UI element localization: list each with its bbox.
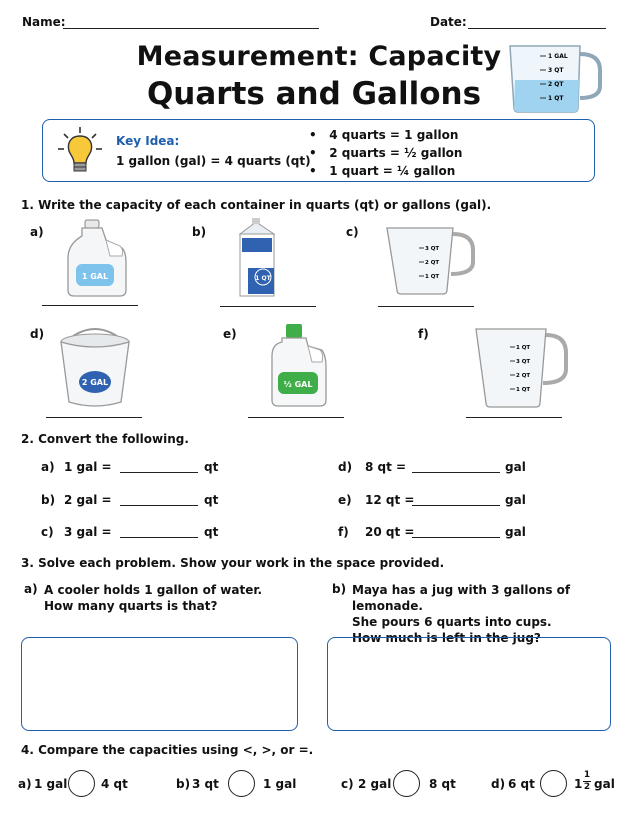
q2e-label: e) — [338, 493, 352, 507]
jug-mark: 3 QT — [548, 67, 564, 74]
q1f-label: f) — [418, 327, 429, 341]
key-idea-label: Key Idea: — [116, 134, 180, 148]
q1c-label: c) — [346, 225, 359, 239]
q4b-label: b) — [176, 777, 191, 791]
detergent-bottle-icon — [268, 322, 332, 408]
q2d-expr: 8 qt = — [365, 460, 407, 474]
problem-line: How many quarts is that? — [44, 599, 218, 613]
q3-instruction: 3. Solve each problem. Show your work in the space provided. — [21, 556, 445, 570]
cup-mark: 2 QT — [425, 260, 440, 266]
key-idea-text: 1 gallon (gal) = 4 quarts (qt) — [116, 154, 311, 168]
q2b-answer-line[interactable] — [120, 505, 198, 506]
q4d-right-fraction — [583, 770, 591, 793]
q3a-work-box[interactable] — [21, 637, 298, 731]
quart-measuring-cup-icon — [383, 222, 478, 296]
q3a-problem — [44, 582, 262, 614]
jug-mark: 2 QT — [548, 81, 564, 88]
date-line[interactable] — [468, 28, 606, 29]
q3b-work-box[interactable] — [327, 637, 611, 731]
q2d-label: d) — [338, 460, 353, 474]
q2-instruction: 2. Convert the following. — [21, 432, 189, 446]
cup-mark: 3 QT — [516, 359, 531, 365]
bucket-icon — [55, 322, 135, 408]
q2f-unit: gal — [505, 525, 526, 539]
q2c-label: c) — [41, 525, 54, 539]
q2b-expr: 2 gal = — [64, 493, 112, 507]
q4c-label: c) — [341, 777, 354, 791]
problem-line: She pours 6 quarts into cups. — [352, 615, 552, 629]
cup-mark: 1 QT — [516, 345, 531, 351]
lightbulb-icon — [56, 125, 104, 177]
q2b-label: b) — [41, 493, 56, 507]
q1b-label: b) — [192, 225, 207, 239]
problem-line: A cooler holds 1 gallon of water. — [44, 583, 263, 597]
bullet-item: • 2 quarts = ½ gallon — [309, 146, 463, 160]
q4b-compare-circle[interactable] — [228, 770, 255, 797]
q2f-label: f) — [338, 525, 349, 539]
q4a-label: a) — [18, 777, 32, 791]
milk-carton-icon — [232, 218, 282, 300]
fraction-denominator: 2 — [583, 782, 591, 792]
q3a-label: a) — [24, 582, 38, 596]
name-line[interactable] — [63, 28, 319, 29]
cup-mark: 1 QT — [516, 387, 531, 393]
date-label: Date: — [430, 15, 467, 29]
q2f-answer-line[interactable] — [412, 537, 500, 538]
q4b-right: 1 gal — [263, 777, 297, 791]
q4a-right: 4 qt — [101, 777, 128, 791]
q2c-answer-line[interactable] — [120, 537, 198, 538]
title-line-1: Measurement: Capacity — [136, 41, 502, 72]
q2b-unit: qt — [204, 493, 219, 507]
q1b-answer-line[interactable] — [220, 306, 316, 307]
q4d-left: 6 qt — [508, 777, 535, 791]
q2e-unit: gal — [505, 493, 526, 507]
gallon-jug-icon — [62, 218, 132, 298]
container-tag: 1 GAL — [81, 272, 109, 281]
q2e-expr: 12 qt = — [365, 493, 415, 507]
bullet-item: • 1 quart = ¼ gallon — [309, 164, 456, 178]
q1-instruction: 1. Write the capacity of each container in quarts (qt) or gallons (gal). — [21, 198, 492, 212]
q4c-compare-circle[interactable] — [393, 770, 420, 797]
problem-line: How much is left in the jug? — [352, 631, 541, 645]
q4a-left: 1 gal — [34, 777, 68, 791]
q2c-unit: qt — [204, 525, 219, 539]
q4d-right-whole: 1 — [574, 777, 583, 791]
q4c-left: 2 gal — [358, 777, 392, 791]
measuring-jug-icon — [500, 40, 610, 116]
cup-mark: 1 QT — [425, 274, 440, 280]
name-label: Name: — [22, 15, 66, 29]
container-tag: ½ GAL — [283, 380, 313, 389]
container-tag: 1 QT — [255, 275, 271, 282]
q1c-answer-line[interactable] — [378, 306, 474, 307]
jug-mark: 1 QT — [548, 95, 564, 102]
q2e-answer-line[interactable] — [412, 505, 500, 506]
q4d-label: d) — [491, 777, 506, 791]
q2a-unit: qt — [204, 460, 219, 474]
q1d-answer-line[interactable] — [46, 417, 142, 418]
q2a-expr: 1 gal = — [64, 460, 112, 474]
q1d-label: d) — [30, 327, 45, 341]
q4d-compare-circle[interactable] — [540, 770, 567, 797]
q1a-answer-line[interactable] — [42, 305, 138, 306]
q4d-right-unit: gal — [594, 777, 615, 791]
q4-instruction: 4. Compare the capacities using <, >, or =. — [21, 743, 314, 757]
q2c-expr: 3 gal = — [64, 525, 112, 539]
q2a-label: a) — [41, 460, 55, 474]
q1f-answer-line[interactable] — [466, 417, 562, 418]
q2d-unit: gal — [505, 460, 526, 474]
q3b-label: b) — [332, 582, 347, 596]
key-idea-bullets — [309, 126, 462, 180]
q2d-answer-line[interactable] — [412, 472, 500, 473]
cup-mark: 2 QT — [516, 373, 531, 379]
gallon-measuring-cup-icon — [474, 325, 570, 409]
q1e-label: e) — [223, 327, 237, 341]
q1e-answer-line[interactable] — [248, 417, 344, 418]
cup-mark: 3 QT — [425, 246, 440, 252]
q4a-compare-circle[interactable] — [68, 770, 95, 797]
q4b-left: 3 qt — [192, 777, 219, 791]
q1a-label: a) — [30, 225, 44, 239]
container-tag: 2 GAL — [81, 378, 109, 387]
jug-mark: 1 GAL — [548, 53, 568, 60]
problem-line: Maya has a jug with 3 gallons of lemonade. — [352, 583, 571, 613]
title-line-2: Quarts and Gallons — [146, 76, 482, 112]
q4c-right: 8 qt — [429, 777, 456, 791]
bullet-item: • 4 quarts = 1 gallon — [309, 128, 459, 142]
q2f-expr: 20 qt = — [365, 525, 415, 539]
q2a-answer-line[interactable] — [120, 472, 198, 473]
fraction-numerator: 1 — [583, 770, 591, 780]
